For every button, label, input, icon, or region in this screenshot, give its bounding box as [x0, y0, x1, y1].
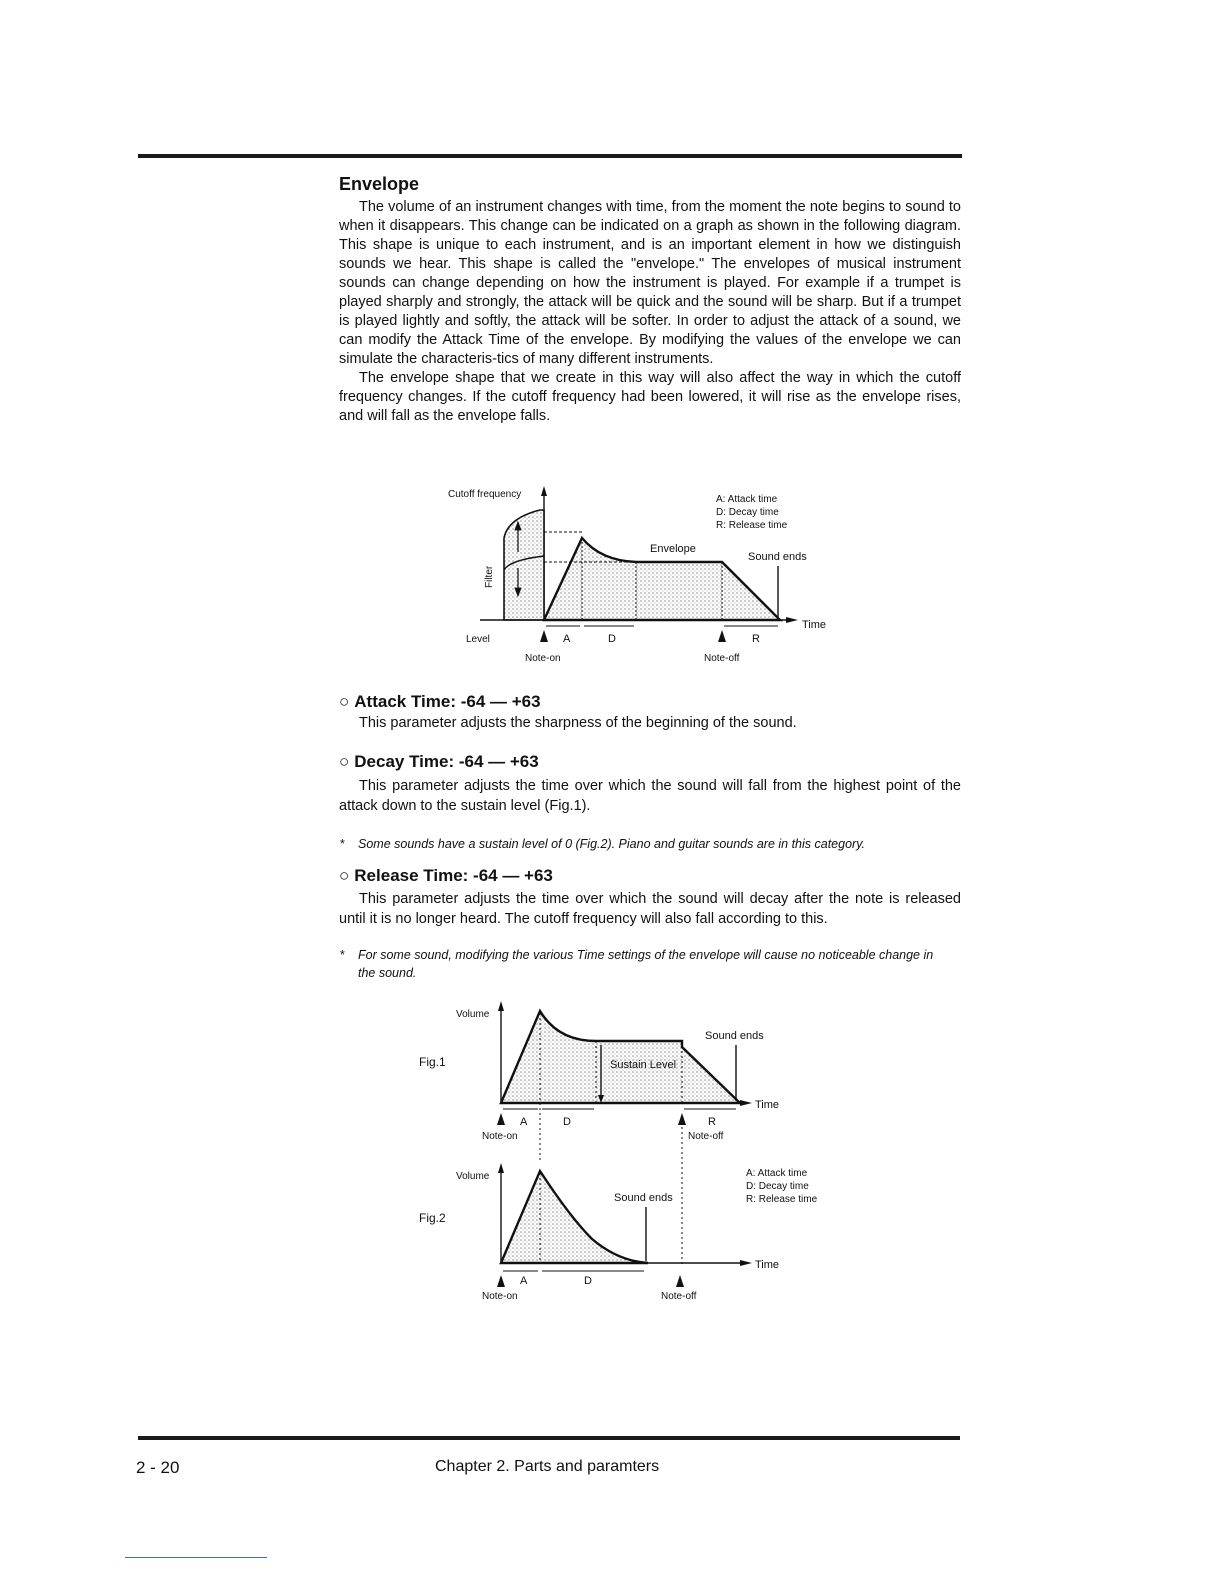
fig2-note-on-marker: [497, 1275, 505, 1287]
fig2-note-off-label: Note-off: [661, 1291, 697, 1302]
decay-time-text: This parameter adjusts the time over which the sound will fall from the highest point of the attack down to the sustain level (Fig.1).: [339, 778, 961, 814]
fig1-attack-letter: A: [520, 1116, 528, 1128]
fig2-legend-decay: D: Decay time: [746, 1181, 809, 1192]
fig2-decay-letter: D: [584, 1275, 592, 1287]
release-letter: R: [752, 633, 760, 645]
time-label: Time: [802, 619, 827, 631]
sustain-note-text: Some sounds have a sustain level of 0 (Fig.2). Piano and guitar sounds are in this category.: [358, 837, 866, 851]
fig1-envelope: [501, 1011, 740, 1103]
section-title: Envelope: [339, 174, 420, 194]
fig1-volume-label: Volume: [456, 1009, 490, 1020]
bottom-accent-line: [125, 1557, 267, 1558]
fig1-time-label: Time: [755, 1099, 780, 1111]
fig2-volume-arrow: [498, 1163, 504, 1173]
legend-decay: D: Decay time: [716, 507, 779, 518]
envelope-label: Envelope: [650, 543, 696, 555]
fig2-sound-ends-label: Sound ends: [614, 1192, 673, 1204]
fig1-decay-letter: D: [563, 1116, 571, 1128]
note-asterisk: *: [340, 837, 345, 851]
note-asterisk: *: [340, 948, 345, 962]
fig2-label: Fig.2: [419, 1211, 446, 1225]
fig2-legend-release: R: Release time: [746, 1194, 818, 1205]
attack-time-text: This parameter adjusts the sharpness of the beginning of the sound.: [359, 715, 797, 731]
decay-time-title: Decay Time: -64 — +63: [354, 752, 539, 771]
legend-attack: A: Attack time: [716, 494, 778, 505]
release-time-heading: [339, 866, 553, 886]
sustain-note: [340, 835, 950, 853]
legend-release: R: Release time: [716, 520, 788, 531]
fig1-release-letter: R: [708, 1116, 716, 1128]
fig1-volume-arrow: [498, 1001, 504, 1011]
sound-ends-label: Sound ends: [748, 551, 807, 563]
envelope-paragraph-1: The volume of an instrument changes with time, from the moment the note begins to sound to when it disappears. This change can be indicated on a graph as shown in the following diagram. This shape is unique to each instrument, and is an important element in how we distinguish sounds we hear. This shape is called the "envelope." The envelopes of musical instrument sounds can change depending on how the instrument is played. For example if a trumpet is played sharply and strongly, the attack will be quick and the sound will be sharp. But if a trumpet is played lightly and softly, the attack will be softer. In order to adjust the attack of a sound, we can modify the Attack Time of the envelope. By modifying the values of the envelope we can simulate the characteris-tics of many different instruments.: [339, 199, 961, 367]
fig1-sound-ends-label: Sound ends: [705, 1030, 764, 1042]
bullet-circle-icon: ○: [339, 692, 350, 711]
fig2-envelope: [501, 1171, 648, 1263]
fig1-label: Fig.1: [419, 1055, 446, 1069]
top-rule: [138, 154, 962, 158]
note-off-marker: [718, 630, 726, 642]
bullet-circle-icon: ○: [339, 752, 350, 771]
bullet-circle-icon: ○: [339, 866, 350, 885]
fig2-volume-label: Volume: [456, 1171, 490, 1182]
cutoff-axis-arrow: [541, 486, 547, 496]
level-label: Level: [466, 634, 490, 645]
chapter-title: Chapter 2. Parts and paramters: [435, 1458, 660, 1475]
fig1-note-on-label: Note-on: [482, 1131, 518, 1142]
decay-letter: D: [608, 633, 616, 645]
attack-time-heading: [339, 692, 541, 712]
envelope-section: [339, 174, 961, 426]
time-axis-arrow: [786, 617, 798, 623]
release-time-title: Release Time: -64 — +63: [354, 866, 553, 885]
attack-time-title: Attack Time: -64 — +63: [354, 692, 541, 711]
release-time-text: This parameter adjusts the time over which the sound will decay after the note is released until it is no longer heard. The cutoff frequency will also fall according to this.: [339, 891, 961, 927]
fig1-sustain-label: Sustain Level: [610, 1059, 677, 1071]
filter-label: Filter: [484, 565, 495, 588]
page-number: 2 - 20: [136, 1458, 180, 1477]
fig1-note-off-marker: [678, 1113, 686, 1125]
time-settings-note: [340, 946, 950, 982]
envelope-paragraph-2: The envelope shape that we create in this way will also affect the way in which the cutoff frequency changes. If the cutoff frequency had been lowered, it will rise as the envelope rises, and will fall as the envelope falls.: [339, 370, 961, 424]
cutoff-frequency-label: Cutoff frequency: [448, 489, 522, 500]
fig1-time-arrow: [740, 1100, 752, 1106]
envelope-figures: [400, 995, 840, 1310]
fig2-note-on-label: Note-on: [482, 1291, 518, 1302]
note-on-label: Note-on: [525, 653, 561, 664]
fig2-note-off-marker: [676, 1275, 684, 1287]
time-settings-note-text: For some sound, modifying the various Time settings of the envelope will cause no noticeable change in the sound.: [358, 948, 934, 980]
fig1-note-on-marker: [497, 1113, 505, 1125]
envelope-diagram: [440, 480, 860, 670]
fig2-time-label: Time: [755, 1259, 780, 1271]
bottom-rule: [138, 1436, 960, 1440]
note-on-marker: [540, 630, 548, 642]
fig2-attack-letter: A: [520, 1275, 528, 1287]
decay-time-heading: [339, 752, 539, 772]
fig2-legend-attack: A: Attack time: [746, 1168, 808, 1179]
fig1-note-off-label: Note-off: [688, 1131, 724, 1142]
fig2-time-arrow: [740, 1260, 752, 1266]
note-off-label: Note-off: [704, 653, 740, 664]
attack-letter: A: [563, 633, 571, 645]
